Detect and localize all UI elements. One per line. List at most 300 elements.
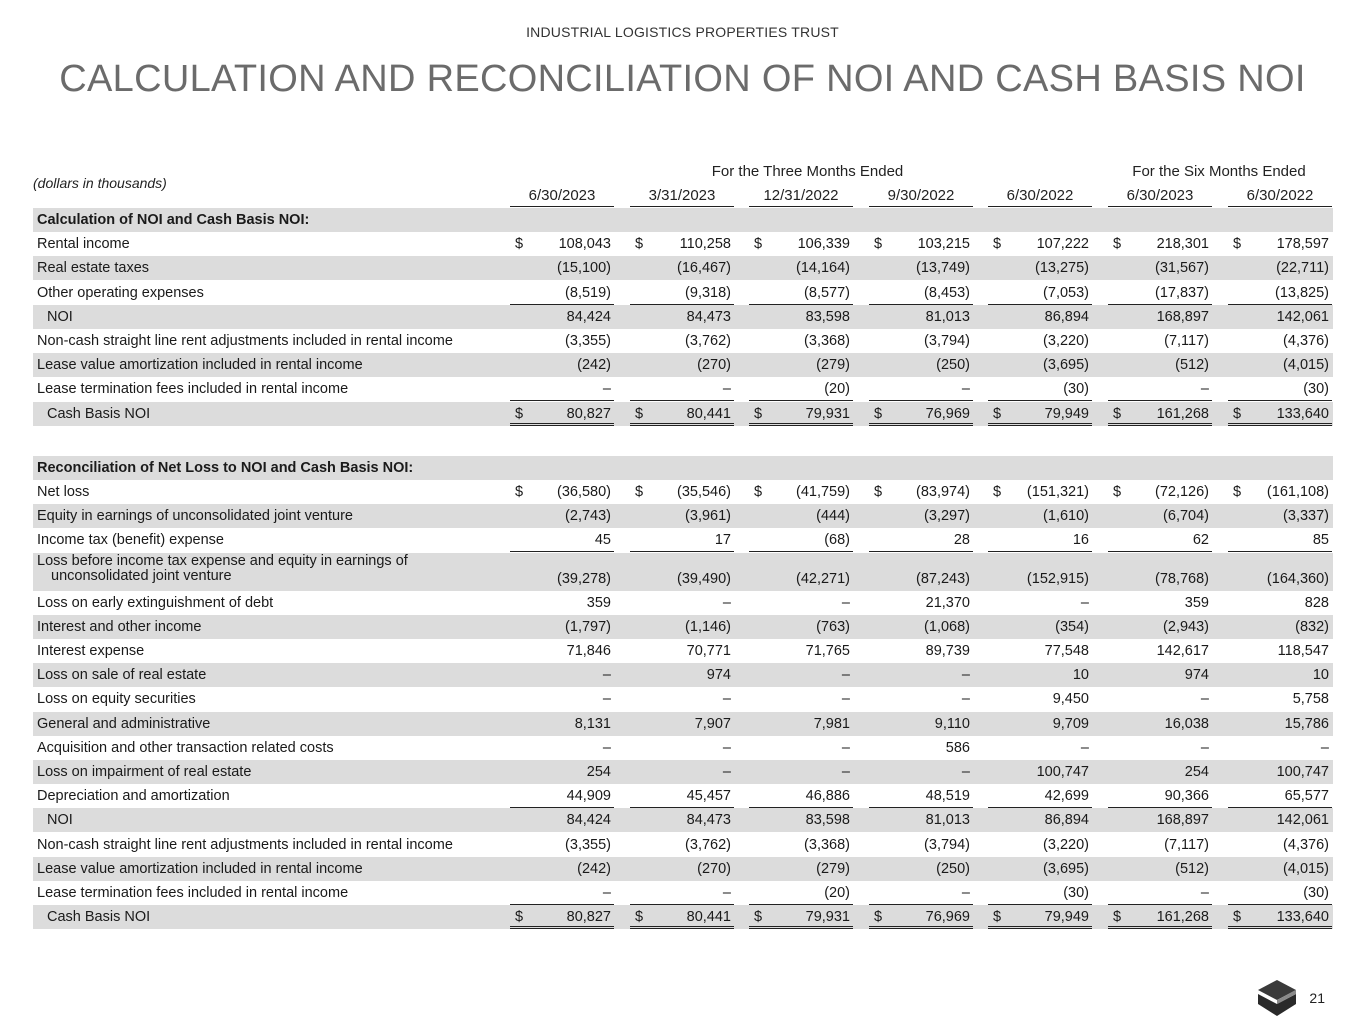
value-cell bbox=[749, 833, 853, 857]
value-cell bbox=[1108, 639, 1212, 663]
cell-value: 81,013 bbox=[925, 812, 970, 829]
cell-value: (3,794) bbox=[924, 836, 970, 853]
row-label: Net loss bbox=[37, 484, 90, 500]
value-cell bbox=[510, 528, 614, 552]
cell-value: 254 bbox=[1184, 764, 1209, 780]
value-cell bbox=[749, 591, 853, 615]
cell-value: 161,268 bbox=[1156, 909, 1209, 926]
cell-value: 133,640 bbox=[1276, 405, 1329, 422]
cell-value: (3,368) bbox=[804, 836, 850, 853]
value-cell bbox=[1108, 712, 1212, 736]
value-cell bbox=[630, 760, 734, 784]
cell-value: (164,360) bbox=[1266, 570, 1329, 587]
value-cell bbox=[1108, 353, 1212, 377]
table-row bbox=[33, 808, 1333, 832]
value-cell bbox=[1228, 402, 1332, 426]
value-cell bbox=[1108, 857, 1212, 881]
table-row bbox=[33, 687, 1333, 711]
dollar-sign: $ bbox=[1113, 909, 1122, 926]
page-title: CALCULATION AND RECONCILIATION OF NOI AND CASH BASIS NOI bbox=[59, 58, 1306, 100]
value-cell bbox=[630, 615, 734, 639]
value-cell bbox=[1108, 591, 1212, 615]
table-row bbox=[33, 736, 1333, 760]
row-label: Acquisition and other transaction related costs bbox=[37, 739, 334, 756]
value-cell bbox=[630, 528, 734, 552]
cell-value: 80,827 bbox=[566, 909, 611, 926]
dollar-sign: $ bbox=[993, 236, 1002, 253]
cell-value: 100,747 bbox=[1276, 764, 1329, 780]
cell-value: 10 bbox=[1312, 667, 1329, 684]
table-row bbox=[33, 615, 1333, 639]
cell-value: (242) bbox=[577, 357, 611, 374]
value-cell bbox=[749, 615, 853, 639]
row-label: Rental income bbox=[37, 236, 130, 253]
cell-value: (279) bbox=[816, 357, 850, 374]
cell-value: 84,473 bbox=[686, 812, 731, 829]
value-cell bbox=[1228, 905, 1332, 929]
row-label: Non-cash straight line rent adjustments included in rental income bbox=[37, 333, 453, 349]
value-cell bbox=[510, 760, 614, 784]
value-cell bbox=[749, 256, 853, 280]
cell-value: 80,441 bbox=[686, 405, 731, 422]
value-cell bbox=[510, 329, 614, 353]
value-cell bbox=[1228, 808, 1332, 832]
cell-value: 142,617 bbox=[1156, 643, 1209, 659]
table-row bbox=[33, 553, 1333, 591]
dollar-sign: $ bbox=[635, 909, 644, 926]
cell-value: 44,909 bbox=[566, 788, 611, 805]
value-cell bbox=[630, 480, 734, 504]
cell-value: 28 bbox=[953, 532, 970, 549]
cell-value: (30) bbox=[1063, 381, 1089, 398]
value-cell bbox=[1228, 712, 1332, 736]
column-header: 12/31/2022 bbox=[749, 184, 853, 207]
cell-value: (3,695) bbox=[1043, 357, 1089, 374]
value-cell bbox=[1108, 905, 1212, 929]
cell-value: 110,258 bbox=[679, 236, 731, 253]
value-cell bbox=[988, 353, 1092, 377]
value-cell bbox=[630, 256, 734, 280]
value-cell bbox=[630, 687, 734, 711]
cell-value: (14,164) bbox=[795, 260, 850, 277]
value-cell bbox=[869, 736, 973, 760]
value-cell bbox=[630, 663, 734, 687]
value-cell bbox=[869, 808, 973, 832]
row-label: Other operating expenses bbox=[37, 284, 204, 301]
cell-value: 84,473 bbox=[686, 308, 731, 325]
cell-value: 16 bbox=[1072, 532, 1089, 549]
cell-value: (83,974) bbox=[915, 484, 970, 500]
cell-value: (7,053) bbox=[1043, 284, 1089, 301]
cell-value: (250) bbox=[936, 357, 970, 374]
row-label-line: unconsolidated joint venture bbox=[51, 567, 232, 584]
cell-value: – bbox=[961, 667, 970, 684]
value-cell bbox=[749, 353, 853, 377]
value-cell bbox=[869, 712, 973, 736]
cell-value: 168,897 bbox=[1156, 308, 1209, 325]
cell-value: – bbox=[722, 885, 731, 901]
cell-value: 89,739 bbox=[925, 643, 970, 659]
cell-value: (13,749) bbox=[915, 260, 970, 277]
value-cell bbox=[869, 615, 973, 639]
cell-value: (3,368) bbox=[804, 333, 850, 349]
cell-value: 828 bbox=[1304, 594, 1329, 611]
cell-value: 45,457 bbox=[686, 788, 731, 805]
row-label: Non-cash straight line rent adjustments included in rental income bbox=[37, 836, 453, 853]
row-label bbox=[37, 552, 408, 584]
cell-value: (270) bbox=[697, 357, 731, 374]
dollar-sign: $ bbox=[874, 909, 883, 926]
section-header-row bbox=[33, 456, 1333, 480]
dollar-sign: $ bbox=[754, 236, 763, 253]
value-cell bbox=[510, 663, 614, 687]
value-cell bbox=[510, 256, 614, 280]
cell-value: 118,547 bbox=[1277, 643, 1329, 659]
value-cell bbox=[510, 784, 614, 808]
row-label: Lease termination fees included in rental income bbox=[37, 885, 349, 901]
value-cell bbox=[749, 329, 853, 353]
value-cell bbox=[988, 808, 1092, 832]
row-label: Real estate taxes bbox=[37, 260, 150, 277]
cell-value: (3,695) bbox=[1043, 860, 1089, 877]
cell-value: (30) bbox=[1303, 885, 1329, 901]
dollar-sign: $ bbox=[754, 405, 763, 422]
cell-value: 106,339 bbox=[797, 236, 850, 253]
column-header: 3/31/2023 bbox=[630, 184, 734, 207]
value-cell bbox=[510, 402, 614, 426]
value-cell bbox=[510, 857, 614, 881]
cell-value: (6,704) bbox=[1163, 508, 1209, 525]
row-label: Loss on impairment of real estate bbox=[37, 764, 252, 780]
row-label: Loss on sale of real estate bbox=[37, 667, 207, 684]
cell-value: 142,061 bbox=[1276, 812, 1329, 829]
value-cell bbox=[1108, 305, 1212, 329]
cell-value: 359 bbox=[1184, 594, 1209, 611]
cell-value: – bbox=[722, 691, 731, 708]
cell-value: 133,640 bbox=[1276, 909, 1329, 926]
cell-value: 10 bbox=[1072, 667, 1089, 684]
cell-value: – bbox=[722, 381, 731, 398]
cell-value: (78,768) bbox=[1154, 570, 1209, 587]
cell-value: (2,943) bbox=[1163, 618, 1209, 635]
cell-value: – bbox=[602, 885, 611, 901]
cell-value: 79,949 bbox=[1044, 405, 1089, 422]
cell-value: 359 bbox=[586, 594, 611, 611]
cell-value: (1,068) bbox=[924, 618, 970, 635]
row-label: Lease value amortization included in rental income bbox=[37, 860, 363, 877]
value-cell bbox=[988, 905, 1092, 929]
cell-value: 9,709 bbox=[1052, 715, 1089, 732]
value-cell bbox=[869, 377, 973, 401]
value-cell bbox=[510, 808, 614, 832]
cell-value: (152,915) bbox=[1026, 570, 1089, 587]
cell-value: 9,110 bbox=[934, 715, 970, 732]
value-cell bbox=[749, 480, 853, 504]
table-row bbox=[33, 281, 1333, 305]
cell-value: (4,015) bbox=[1283, 357, 1329, 374]
value-cell bbox=[749, 712, 853, 736]
value-cell bbox=[869, 905, 973, 929]
cell-value: 83,598 bbox=[805, 308, 850, 325]
value-cell bbox=[630, 857, 734, 881]
dollar-sign: $ bbox=[874, 484, 883, 500]
cell-value: 84,424 bbox=[566, 308, 611, 325]
value-cell bbox=[510, 232, 614, 256]
value-cell bbox=[988, 402, 1092, 426]
cell-value: (30) bbox=[1303, 381, 1329, 398]
value-cell bbox=[1228, 528, 1332, 552]
cell-value: (4,015) bbox=[1283, 860, 1329, 877]
cell-value: 7,907 bbox=[694, 715, 731, 732]
value-cell bbox=[869, 329, 973, 353]
cell-value: 103,215 bbox=[917, 236, 970, 253]
cell-value: (1,146) bbox=[685, 618, 731, 635]
cell-value: (39,278) bbox=[556, 570, 611, 587]
value-cell bbox=[988, 639, 1092, 663]
value-cell bbox=[1108, 833, 1212, 857]
row-label: Depreciation and amortization bbox=[37, 788, 230, 805]
dollar-sign: $ bbox=[993, 484, 1002, 500]
cell-value: 974 bbox=[706, 667, 731, 684]
value-cell bbox=[1108, 663, 1212, 687]
cell-value: 254 bbox=[586, 764, 611, 780]
value-cell bbox=[749, 567, 853, 591]
value-cell bbox=[1228, 567, 1332, 591]
value-cell bbox=[749, 857, 853, 881]
cell-value: – bbox=[841, 594, 850, 611]
cell-value: (42,271) bbox=[795, 570, 850, 587]
cell-value: 218,301 bbox=[1156, 236, 1209, 253]
cell-value: (3,762) bbox=[685, 836, 731, 853]
value-cell bbox=[510, 305, 614, 329]
value-cell bbox=[1228, 256, 1332, 280]
value-cell bbox=[749, 377, 853, 401]
cell-value: 76,969 bbox=[925, 909, 970, 926]
cell-value: 21,370 bbox=[925, 594, 970, 611]
value-cell bbox=[988, 377, 1092, 401]
value-cell bbox=[869, 881, 973, 905]
cell-value: (31,567) bbox=[1154, 260, 1209, 277]
value-cell bbox=[749, 402, 853, 426]
value-cell bbox=[510, 639, 614, 663]
cell-value: (270) bbox=[697, 860, 731, 877]
cell-value: 974 bbox=[1184, 667, 1209, 684]
dollar-sign: $ bbox=[1233, 909, 1242, 926]
three-months-header: For the Three Months Ended bbox=[711, 163, 904, 180]
cell-value: 107,222 bbox=[1036, 236, 1089, 253]
value-cell bbox=[988, 528, 1092, 552]
section-title: Reconciliation of Net Loss to NOI and Cash Basis NOI: bbox=[37, 459, 414, 476]
value-cell bbox=[1108, 504, 1212, 528]
cell-value: (242) bbox=[577, 860, 611, 877]
cell-value: 7,981 bbox=[813, 715, 850, 732]
cell-value: – bbox=[1200, 885, 1209, 901]
row-label: Loss on equity securities bbox=[37, 691, 196, 708]
cell-value: (763) bbox=[816, 618, 850, 635]
cell-value: (15,100) bbox=[556, 260, 611, 277]
value-cell bbox=[869, 784, 973, 808]
value-cell bbox=[749, 784, 853, 808]
cell-value: 15,786 bbox=[1284, 715, 1329, 732]
value-cell bbox=[1108, 281, 1212, 305]
value-cell bbox=[630, 504, 734, 528]
table-row bbox=[33, 833, 1333, 857]
value-cell bbox=[869, 591, 973, 615]
table-row bbox=[33, 639, 1333, 663]
column-header: 6/30/2022 bbox=[988, 184, 1092, 207]
dollar-sign: $ bbox=[1233, 484, 1242, 500]
value-cell bbox=[630, 353, 734, 377]
dollar-sign: $ bbox=[1233, 236, 1242, 253]
cell-value: (39,490) bbox=[676, 570, 731, 587]
dollar-sign: $ bbox=[1233, 405, 1242, 422]
cell-value: 17 bbox=[714, 532, 731, 549]
cell-value: (35,546) bbox=[676, 484, 731, 500]
value-cell bbox=[869, 639, 973, 663]
value-cell bbox=[988, 615, 1092, 639]
value-cell bbox=[1228, 377, 1332, 401]
row-label: Cash Basis NOI bbox=[47, 405, 151, 422]
value-cell bbox=[988, 687, 1092, 711]
cell-value: – bbox=[961, 381, 970, 398]
value-cell bbox=[988, 736, 1092, 760]
cell-value: (161,108) bbox=[1266, 484, 1329, 500]
ilpt-logo-icon bbox=[1256, 978, 1298, 1018]
company-name: INDUSTRIAL LOGISTICS PROPERTIES TRUST bbox=[526, 24, 839, 40]
table-row bbox=[33, 256, 1333, 280]
cell-value: – bbox=[1080, 594, 1089, 611]
value-cell bbox=[1108, 480, 1212, 504]
column-header: 9/30/2022 bbox=[869, 184, 973, 207]
cell-value: – bbox=[841, 691, 850, 708]
value-cell bbox=[869, 567, 973, 591]
dollar-sign: $ bbox=[874, 405, 883, 422]
column-header: 6/30/2023 bbox=[1108, 184, 1212, 207]
cell-value: (36,580) bbox=[556, 484, 611, 500]
cell-value: (3,337) bbox=[1283, 508, 1329, 525]
value-cell bbox=[869, 760, 973, 784]
cell-value: (832) bbox=[1295, 618, 1329, 635]
cell-value: 178,597 bbox=[1276, 236, 1329, 253]
cell-value: – bbox=[602, 381, 611, 398]
value-cell bbox=[630, 281, 734, 305]
cell-value: 77,548 bbox=[1044, 643, 1089, 659]
cell-value: – bbox=[961, 691, 970, 708]
value-cell bbox=[1108, 329, 1212, 353]
dollar-sign: $ bbox=[635, 236, 644, 253]
value-cell bbox=[1108, 615, 1212, 639]
cell-value: (9,318) bbox=[685, 284, 731, 301]
value-cell bbox=[988, 760, 1092, 784]
value-cell bbox=[1108, 736, 1212, 760]
value-cell bbox=[510, 712, 614, 736]
value-cell bbox=[1228, 615, 1332, 639]
cell-value: 5,758 bbox=[1292, 691, 1329, 708]
cell-value: – bbox=[841, 667, 850, 684]
value-cell bbox=[1228, 353, 1332, 377]
cell-value: 62 bbox=[1192, 532, 1209, 549]
cell-value: (87,243) bbox=[915, 570, 970, 587]
value-cell bbox=[749, 305, 853, 329]
value-cell bbox=[1228, 881, 1332, 905]
value-cell bbox=[988, 712, 1092, 736]
cell-value: (1,797) bbox=[565, 618, 611, 635]
value-cell bbox=[1228, 736, 1332, 760]
value-cell bbox=[1108, 784, 1212, 808]
value-cell bbox=[869, 232, 973, 256]
value-cell bbox=[630, 712, 734, 736]
value-cell bbox=[1228, 329, 1332, 353]
section-header-row bbox=[33, 208, 1333, 232]
table-row bbox=[33, 377, 1333, 401]
value-cell bbox=[1108, 881, 1212, 905]
table-row bbox=[33, 528, 1333, 552]
cell-value: (17,837) bbox=[1154, 284, 1209, 301]
cell-value: – bbox=[722, 764, 731, 780]
value-cell bbox=[630, 881, 734, 905]
row-label: NOI bbox=[47, 308, 73, 325]
cell-value: 81,013 bbox=[925, 308, 970, 325]
value-cell bbox=[1108, 567, 1212, 591]
value-cell bbox=[749, 687, 853, 711]
cell-value: 79,931 bbox=[805, 909, 850, 926]
cell-value: – bbox=[961, 885, 970, 901]
cell-value: 108,043 bbox=[558, 236, 611, 253]
value-cell bbox=[630, 402, 734, 426]
value-cell bbox=[630, 377, 734, 401]
cell-value: (3,297) bbox=[924, 508, 970, 525]
cell-value: 79,931 bbox=[805, 405, 850, 422]
value-cell bbox=[1228, 305, 1332, 329]
value-cell bbox=[749, 232, 853, 256]
table-row bbox=[33, 591, 1333, 615]
value-cell bbox=[869, 480, 973, 504]
cell-value: 90,366 bbox=[1164, 788, 1209, 805]
cell-value: (68) bbox=[824, 532, 850, 549]
cell-value: 16,038 bbox=[1164, 715, 1209, 732]
cell-value: (8,453) bbox=[924, 284, 970, 301]
value-cell bbox=[988, 232, 1092, 256]
value-cell bbox=[988, 857, 1092, 881]
dollar-sign: $ bbox=[515, 909, 524, 926]
cell-value: 168,897 bbox=[1156, 812, 1209, 829]
cell-value: 86,894 bbox=[1044, 812, 1089, 829]
value-cell bbox=[1108, 256, 1212, 280]
row-label: Income tax (benefit) expense bbox=[37, 532, 224, 549]
cell-value: (3,355) bbox=[565, 836, 611, 853]
value-cell bbox=[1228, 687, 1332, 711]
column-headers bbox=[0, 184, 1365, 208]
value-cell bbox=[510, 567, 614, 591]
value-cell bbox=[988, 663, 1092, 687]
value-cell bbox=[988, 504, 1092, 528]
value-cell bbox=[869, 256, 973, 280]
cell-value: – bbox=[722, 739, 731, 756]
cell-value: (13,275) bbox=[1034, 260, 1089, 277]
dollar-sign: $ bbox=[1113, 484, 1122, 500]
cell-value: 9,450 bbox=[1052, 691, 1089, 708]
cell-value: 161,268 bbox=[1156, 405, 1209, 422]
cell-value: (7,117) bbox=[1164, 333, 1209, 349]
value-cell bbox=[510, 504, 614, 528]
cell-value: – bbox=[841, 764, 850, 780]
cell-value: (512) bbox=[1175, 860, 1209, 877]
value-cell bbox=[988, 281, 1092, 305]
value-cell bbox=[510, 377, 614, 401]
cell-value: (250) bbox=[936, 860, 970, 877]
value-cell bbox=[749, 281, 853, 305]
row-label: Cash Basis NOI bbox=[47, 909, 151, 926]
